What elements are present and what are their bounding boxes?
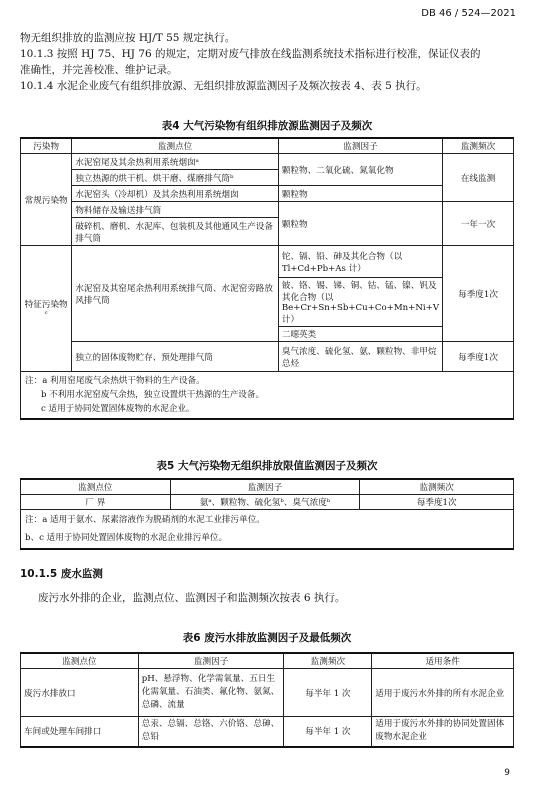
point-cell: 水泥窑尾及其余热利用系统烟囱ᵃ — [72, 154, 279, 170]
col-header: 监测因子 — [138, 653, 284, 669]
col-header: 监测因子 — [278, 138, 442, 154]
note: b 不利用水泥窑废气余热，独立设置烘干热源的生产设备。 — [41, 390, 265, 400]
col-header: 适用条件 — [372, 653, 514, 669]
point-cell: 独立的固体废物贮存、预处理排气筒 — [72, 342, 279, 372]
point-cell: 水泥窑及其窑尾余热利用系统排气筒、水泥窑旁路放风排气筒 — [72, 246, 279, 342]
paragraph: 10.1.4 水泥企业废气有组织排放源、无组织排放源监测因子及频次按表 4、表 5 执行。 — [20, 80, 427, 92]
point-cell: 厂 界 — [21, 495, 171, 510]
col-header: 监测点位 — [21, 479, 171, 495]
paragraph: 废污水外排的企业，监测点位、监测因子和监测频次按表 6 执行。 — [38, 592, 346, 604]
table-cell: 每半年 1 次 — [284, 717, 372, 747]
note: c 适用于协同处置固体废物的水泥企业。 — [41, 404, 195, 414]
factor-cell: 铊、镉、铅、砷及其化合物（以 Tl+Cd+Pb+As 计） — [278, 246, 442, 278]
table6 — [20, 652, 514, 748]
factor-cell: 颗粒物 — [278, 202, 442, 246]
paragraph: 物无组织排放的监测应按 HJ/T 55 规定执行。 — [20, 32, 236, 44]
freq-cell: 每季度1次 — [443, 342, 514, 372]
pollutant-cell: 特征污染物ᶜ — [21, 246, 72, 372]
freq-cell: 在线监测 — [443, 154, 514, 202]
table4-caption: 表4 大气污染物有组织排放源监测因子及频次 — [161, 120, 373, 132]
table4 — [20, 137, 514, 420]
freq-cell: 每季度1次 — [360, 495, 514, 510]
table-cell: 车间或处理车间排口 — [21, 717, 139, 747]
paragraph: 10.1.3 按照 HJ 75、HJ 76 的规定，定期对废气排放在线监测系统技术指标进行校准，保证仪表的 — [20, 48, 481, 60]
page-number: 9 — [504, 768, 510, 778]
paragraph: 准确性，并完善校准、维护记录。 — [20, 64, 178, 76]
freq-cell: 每季度1次 — [443, 246, 514, 342]
note: 注：a 利用窑尾废气余热烘干物料的生产设备。 — [25, 376, 205, 386]
point-cell: 水泥窑头（冷却机）及其余热利用系统烟囱 — [72, 186, 279, 202]
point-cell: 物料储存及输送排气筒 — [72, 202, 279, 218]
col-header: 监测点位 — [72, 138, 279, 154]
table-cell: 每半年 1 次 — [284, 669, 372, 717]
col-header: 监测频次 — [443, 138, 514, 154]
pollutant-cell: 常规污染物 — [21, 154, 72, 246]
table5-caption: 表5 大气污染物无组织排放限值监测因子及频次 — [156, 460, 378, 472]
body-paragraphs — [20, 30, 514, 94]
point-cell: 破碎机、磨机、水泥库、包装机及其他通风生产设备排气筒 — [72, 218, 279, 246]
document-code: DB 46 / 524—2021 — [421, 8, 516, 19]
factor-cell: 臭气浓度、硫化氢、氨、颗粒物、非甲烷总烃 — [278, 342, 442, 372]
factor-cell: 颗粒物、二氧化硫、氮氧化物 — [278, 154, 442, 186]
table-cell: 废污水排放口 — [21, 669, 139, 717]
table-cell: pH、悬浮物、化学需氧量、五日生化需氧量、石油类、氟化物、氨氮、总磷、流量 — [138, 669, 284, 717]
table6-caption: 表6 废污水排放监测因子及最低频次 — [182, 632, 352, 644]
table-cell: 总汞、总镉、总铬、六价铬、总砷、总铅 — [138, 717, 284, 747]
table4-notes — [21, 372, 514, 420]
table5-notes — [21, 510, 514, 550]
table-cell: 适用于废污水外排的协同处置固体废物水泥企业 — [372, 717, 514, 747]
col-header: 监测频次 — [284, 653, 372, 669]
col-header: 监测点位 — [21, 653, 139, 669]
point-cell: 独立热源的烘干机、烘干磨、煤磨排气筒ᵇ — [72, 170, 279, 186]
table-cell: 适用于废污水外排的所有水泥企业 — [372, 669, 514, 717]
col-header: 污染物 — [21, 138, 72, 154]
factor-cell: 颗粒物 — [278, 186, 442, 202]
freq-cell: 一年一次 — [443, 202, 514, 246]
table5 — [20, 478, 514, 550]
factor-cell: 二噁英类 — [278, 327, 442, 342]
col-header: 监测因子 — [170, 479, 360, 495]
note: 注：a 适用于氨水、尿素溶液作为脱硝剂的水泥工业排污单位。 — [25, 515, 265, 525]
factor-cell: 铍、铬、锡、锑、铜、钴、锰、镍、钒及其化合物（以 Be+Cr+Sn+Sb+Cu+Co+Mn+Ni+V 计） — [278, 278, 442, 327]
col-header: 监测频次 — [360, 479, 514, 495]
note: b、c 适用于协同处置固体废物的水泥企业排污单位。 — [25, 533, 228, 543]
factor-cell: 氨ᵃ、颗粒物、硫化氢ᵇ、臭气浓度ᵇ — [170, 495, 360, 510]
section-heading: 10.1.5 废水监测 — [20, 568, 103, 580]
